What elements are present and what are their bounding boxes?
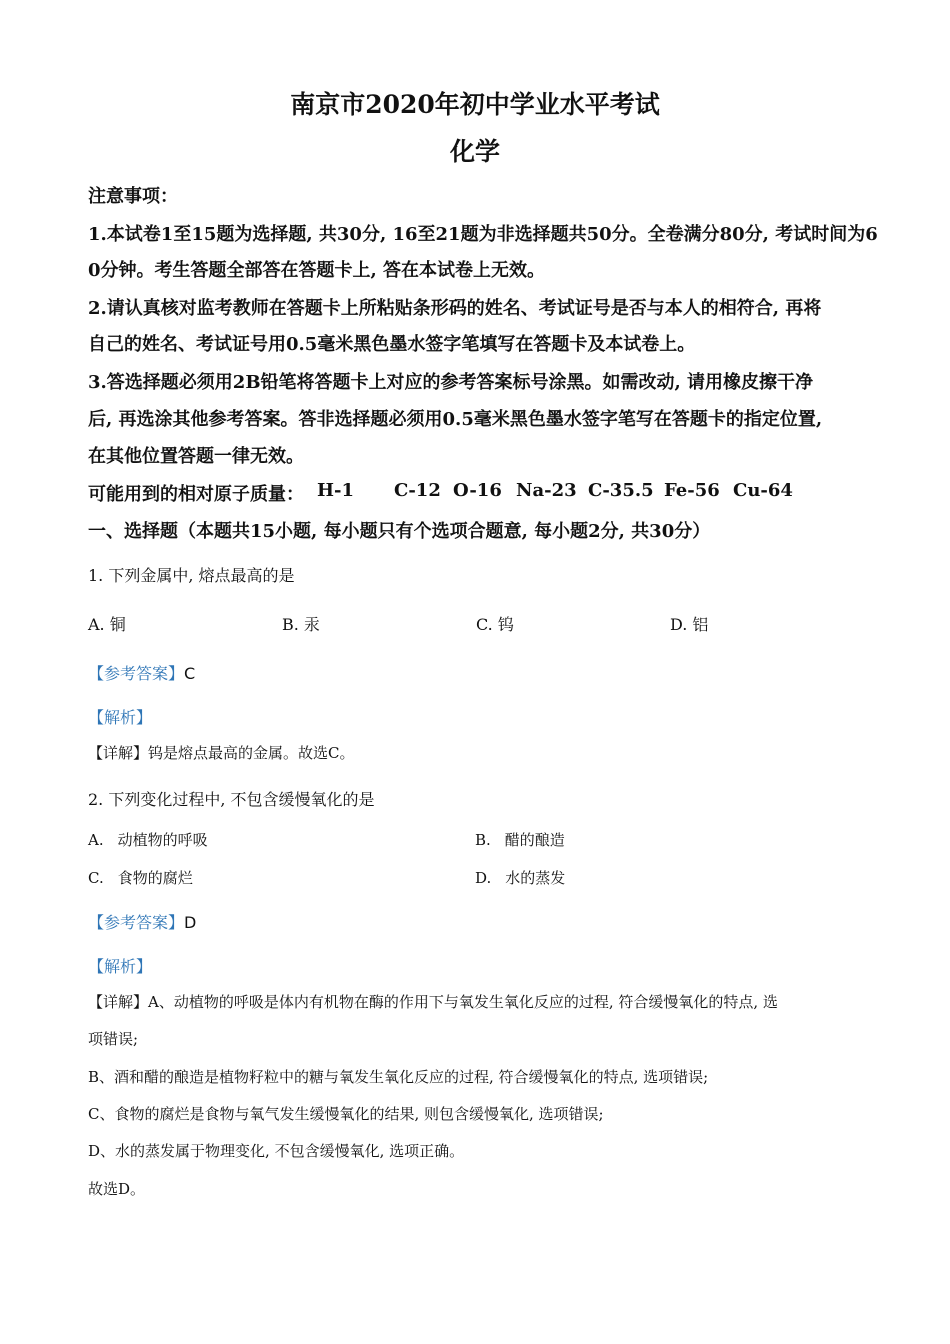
question-stem: 2. 下列变化过程中, 不包含缓慢氧化的是 xyxy=(88,790,375,809)
option-c: C. 钨 xyxy=(476,615,514,634)
atomic-mass-item: H-1 xyxy=(317,480,355,501)
explanation-line: B、酒和醋的酿造是植物籽粒中的糖与氧发生氧化反应的过程, 符合缓慢氧化的特点, 选项错误; xyxy=(88,1068,709,1086)
atomic-mass-item: C-12 xyxy=(394,480,441,501)
atomic-mass-item: Cu-64 xyxy=(733,480,793,501)
atomic-mass-item: Fe-56 xyxy=(664,480,720,501)
option-letter: C. xyxy=(88,869,104,887)
atomic-mass-item: C-35.5 xyxy=(588,480,654,501)
option-c xyxy=(88,867,193,888)
explanation-line: 【详解】A、动植物的呼吸是体内有机物在酶的作用下与氧发生氧化反应的过程, 符合缓慢氧化的特点, 选 xyxy=(88,993,778,1011)
analysis-tag: 【解析】 xyxy=(88,957,153,976)
notice-line: 后, 再选涂其他参考答案。答非选择题必须用0.5毫米黑色墨水签字笔写在答题卡的指定位置, xyxy=(88,409,823,430)
section-heading: 一、选择题（本题共15小题, 每小题只有个选项合题意, 每小题2分, 共30分） xyxy=(88,521,711,542)
atomic-mass-item: Na-23 xyxy=(516,480,577,501)
explanation-line: 项错误; xyxy=(88,1030,139,1048)
notice-heading: 注意事项： xyxy=(88,186,178,207)
explanation-line: D、水的蒸发属于物理变化, 不包含缓慢氧化, 选项正确。 xyxy=(88,1142,465,1160)
notice-line: 2.请认真核对监考教师在答题卡上所粘贴条形码的姓名、考试证号是否与本人的相符合, 再将 xyxy=(88,298,822,319)
option-letter: B. xyxy=(475,831,491,849)
answer-line xyxy=(88,661,195,684)
subject-title: 化学 xyxy=(449,137,500,166)
notice-line: 0分钟。考生答题全部答在答题卡上, 答在本试卷上无效。 xyxy=(88,260,546,281)
option-b xyxy=(475,829,565,850)
option-d: D. 铝 xyxy=(670,615,709,634)
answer-tag: 【参考答案】 xyxy=(88,664,185,683)
option-b: B. 汞 xyxy=(282,615,320,634)
option-a xyxy=(88,829,208,850)
notice-line: 3.答选择题必须用2B铅笔将答题卡上对应的参考答案标号涂黑。如需改动, 请用橡皮擦干净 xyxy=(88,372,814,393)
question-stem: 1. 下列金属中, 熔点最高的是 xyxy=(88,566,295,585)
option-letter: D. xyxy=(475,869,492,887)
explanation-line: 故选D。 xyxy=(88,1180,146,1198)
atomic-mass-item: O-16 xyxy=(453,480,502,501)
notice-line: 1.本试卷1至15题为选择题, 共30分, 16至21题为非选择题共50分。全卷满分80分, 考试时间为6 xyxy=(88,224,878,245)
option-text: 动植物的呼吸 xyxy=(117,831,208,849)
option-a: A. 铜 xyxy=(88,615,126,634)
analysis-tag: 【解析】 xyxy=(88,708,153,727)
option-text: 水的蒸发 xyxy=(505,869,566,887)
option-d xyxy=(475,867,565,888)
answer-tag: 【参考答案】 xyxy=(88,913,185,932)
answer-line xyxy=(88,910,196,933)
explanation-line: C、食物的腐烂是食物与氧气发生缓慢氧化的结果, 则包含缓慢氧化, 选项错误; xyxy=(88,1105,604,1123)
answer-value: C xyxy=(184,664,196,683)
explanation: 【详解】钨是熔点最高的金属。故选C。 xyxy=(88,744,355,762)
notice-line: 在其他位置答题一律无效。 xyxy=(88,446,304,467)
atomic-mass-label: 可能用到的相对原子质量： xyxy=(88,484,304,505)
notice-line: 自己的姓名、考试证号用0.5毫米黑色墨水签字笔填写在答题卡及本试卷上。 xyxy=(88,334,696,355)
option-letter: A. xyxy=(88,831,104,849)
option-text: 醋的酿造 xyxy=(504,831,565,849)
exam-title: 南京市2020年初中学业水平考试 xyxy=(290,90,660,119)
option-text: 食物的腐烂 xyxy=(117,869,193,887)
answer-value: D xyxy=(184,913,197,932)
